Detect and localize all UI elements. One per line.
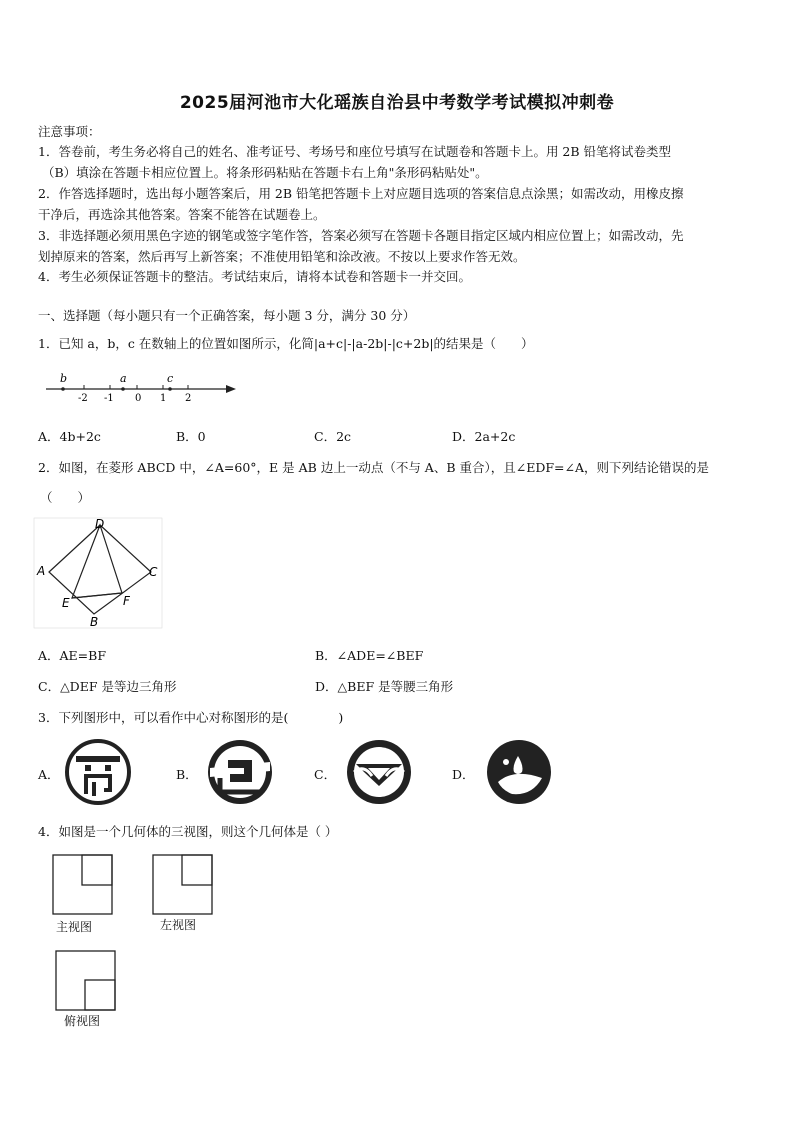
notice-line: 4．考生必须保证答题卡的整洁。考试结束后，请将本试卷和答题卡一并交回。: [38, 269, 471, 284]
point-a-label: a: [120, 372, 127, 385]
emblem-b-icon: [204, 738, 276, 806]
emblem-d-icon: [484, 738, 554, 806]
q1-option-d[interactable]: D．2a+2c: [452, 429, 516, 444]
tick-label: 0: [135, 393, 142, 404]
q1-option-a[interactable]: A．4b+2c: [38, 429, 101, 444]
q3-option-a[interactable]: A．: [38, 767, 60, 782]
q2-option-b[interactable]: B．∠ADE=∠BEF: [315, 648, 424, 663]
tick-label: 1: [160, 393, 167, 404]
notice-line: 干净后，再选涂其他答案。答案不能答在试题卷上。: [38, 207, 326, 222]
notice-line: 3．非选择题必须用黑色字迹的钢笔或签字笔作答，答案必须写在答题卡各题目指定区域内相应位置上；如需改动，先: [38, 228, 684, 243]
view-label-side: 左视图: [160, 918, 197, 932]
question-2-stem-cont: （ ）: [40, 490, 91, 505]
q3-option-c[interactable]: C．: [314, 767, 337, 782]
vertex-label-f: F: [123, 594, 130, 608]
notice-line: （B）填涂在答题卡相应位置上。将条形码粘贴在答题卡右上角"条形码粘贴处"。: [42, 165, 488, 180]
view-label-top: 俯视图: [64, 1014, 101, 1028]
vertex-label-e: E: [62, 596, 70, 610]
notice-line: 1．答卷前，考生务必将自己的姓名、准考证号、考场号和座位号填写在试题卷和答题卡上。用 2B 铅笔将试卷类型: [38, 144, 672, 159]
question-3-stem: 3．下列图形中，可以看作中心对称图形的是( ): [38, 710, 344, 725]
front-view-figure: [52, 854, 114, 916]
q2-option-d[interactable]: D．△BEF 是等腰三角形: [315, 679, 454, 694]
notice-line: 划掉原来的答案，然后再写上新答案；不准使用铅笔和涂改液。不按以上要求作答无效。: [38, 249, 526, 264]
point-b-label: b: [60, 372, 68, 385]
notice-line: 2．作答选择题时，选出每小题答案后，用 2B 铅笔把答题卡上对应题目选项的答案信息点涂黑；如需改动，用橡皮擦: [38, 186, 684, 201]
q2-option-a[interactable]: A．AE=BF: [38, 648, 107, 663]
question-2-stem: 2．如图，在菱形 ABCD 中，∠A=60°，E 是 AB 边上一动点（不与 A、B 重合），且∠EDF=∠A，则下列结论错误的是: [38, 460, 709, 475]
tick-label: 2: [185, 393, 192, 404]
q3-option-d[interactable]: D．: [452, 767, 475, 782]
tick-label: -2: [78, 393, 88, 404]
side-view-figure: [152, 854, 214, 916]
vertex-label-c: C: [149, 565, 158, 579]
tick-label: -1: [104, 393, 114, 404]
view-label-front: 主视图: [56, 920, 93, 934]
page-title: 2025届河池市大化瑶族自治县中考数学考试模拟冲刺卷: [179, 93, 615, 113]
question-4-stem: 4．如图是一个几何体的三视图，则这个几何体是（ ）: [38, 824, 338, 839]
question-1-stem: 1．已知 a，b，c 在数轴上的位置如图所示，化简|a+c|-|a-2b|-|c+2b|的结果是（ ）: [38, 336, 534, 351]
point-c-label: c: [167, 372, 174, 385]
rhombus-figure: [34, 518, 164, 630]
notice-heading: 注意事项：: [38, 124, 101, 139]
section-heading: 一、选择题（每小题只有一个正确答案，每小题 3 分，满分 30 分）: [38, 308, 416, 323]
vertex-label-a: A: [37, 564, 46, 578]
vertex-label-b: B: [90, 615, 99, 629]
emblem-a-icon: [64, 738, 132, 806]
emblem-c-icon: [344, 738, 414, 806]
q1-option-c[interactable]: C．2c: [314, 429, 352, 444]
number-line-figure: [40, 368, 240, 408]
vertex-label-d: D: [95, 517, 105, 531]
q2-option-c[interactable]: C．△DEF 是等边三角形: [38, 679, 177, 694]
q1-option-b[interactable]: B．0: [176, 429, 206, 444]
q3-option-b[interactable]: B．: [176, 767, 198, 782]
top-view-figure: [55, 950, 117, 1012]
